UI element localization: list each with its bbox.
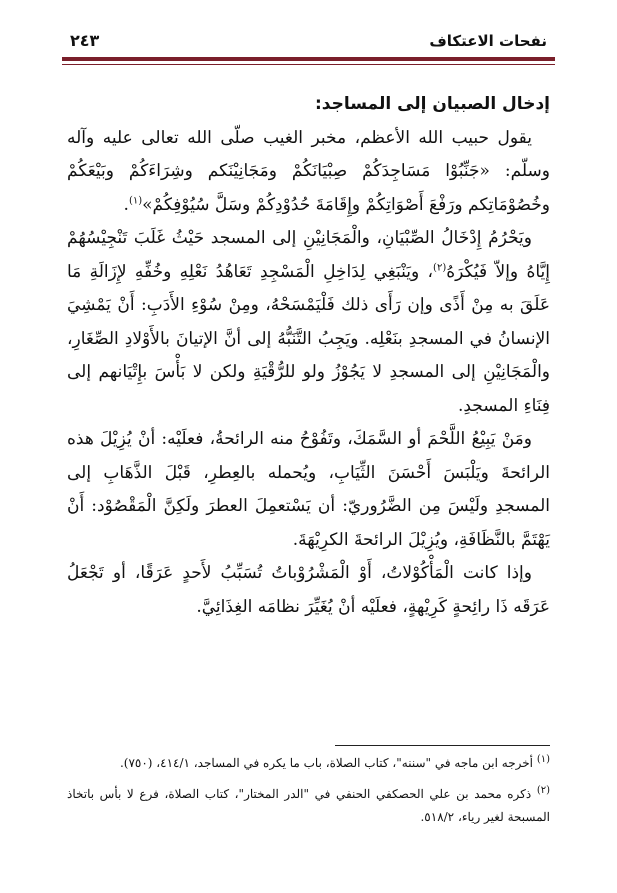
paragraph-4: وإذا كانت الْمَأْكُوْلاتُ، أَوْ الْمَشْرُوْباتُ تُسَبِّبُ لأَحدٍ عَرَقًا، أو تَجْعَلُ عَرَقَه ذَا رائِحةٍ كَرِيْهةٍ، فعلَيْه أنْ يُغَيِّرَ نظامَه الغِذَائِيَّ. bbox=[67, 563, 550, 617]
book-title: نفحات الاعتكاف bbox=[429, 32, 547, 50]
footnote-ref-1: (١) bbox=[128, 194, 143, 206]
running-header bbox=[70, 22, 547, 50]
paragraph-tail: . bbox=[123, 194, 129, 215]
footnotes bbox=[67, 752, 550, 837]
paragraph-2 bbox=[67, 222, 550, 423]
paragraph-text: ويَحْرُمُ إِدْخَالُ الصِّبْيَانِ، والْمَجَانِيْنِ إلى المسجد حَيْثُ غَلَبَ تَنْجِيْسُهُمْ إِيَّاهُ وإلاّ فَيُكْرَهُ bbox=[67, 228, 550, 282]
footnote-ref-2: (٢) bbox=[433, 261, 447, 273]
paragraph-1 bbox=[67, 122, 550, 223]
paragraph-tail: ، ويَنْبَغِي لِدَاخِلِ الْمَسْجِدِ تَعَاهُدُ نَعْلِهِ وخُفِّهِ لإِزَالَةِ مَا عَلَقَ به مِنْ أَذًى وإن رَأَى ذلك فَلْيَمْسَحْهُ، ومِنْ سُوْءِ الأَدَبِ: أَنْ يَمْشِيَ الإنسانُ في المسجدِ بنَعْلِه. ويَجِبُ التَّنَبُّهُ إلى أنَّ الإتيانَ بالأَوْلادِ الصِّغَارِ، والْمَجَانِيْنِ إلى المسجدِ لا يَجُوْزُ ولو للرُّقْيَةِ ولكن لا بَأْسَ بإِتْيَانهم إلى فِنَاءِ المسجدِ. bbox=[67, 261, 550, 416]
section-title: إدخال الصبيان إلى المساجد: bbox=[315, 94, 550, 114]
footnote-2 bbox=[67, 783, 550, 829]
footnote-separator bbox=[335, 745, 550, 746]
footnote-mark: (٢) bbox=[536, 785, 550, 796]
paragraph-text: يقول حبيب الله الأعظم، مخبر الغيب صلّى الله تعالى عليه وآله وسلّم: «جَنِّبُوْا مَسَاجِدَكُمْ صِبْيَانَكُمْ ومَجَانِيْنَكم وشِرَاءَكُمْ وبَيْعَكُمْ وخُصُوْمَاتِكم ورَفْعَ أَصْوَاتِكُمْ وإِقَامَةَ حُدُوْدِكُمْ وسَلَّ سُيُوْفِكُمْ» bbox=[67, 127, 550, 215]
footnote-text: أخرجه ابن ماجه في "سننه"، كتاب الصلاة، باب ما يكره في المساجد، ٤١٤/١، (٧٥٠). bbox=[119, 756, 533, 770]
header-rule-thick bbox=[62, 57, 555, 61]
footnote-text: ذكره محمد بن علي الحصكفي الحنفي في "الدر المختار"، كتاب الصلاة، فرع لا بأس باتخاذ المسبحة لغير رياء، ٥١٨/٢. bbox=[67, 787, 550, 824]
body-text bbox=[67, 88, 550, 624]
paragraph-3: ومَنْ يَبِيْعُ اللَّحْمَ أو السَّمَكَ، وتَفُوْحُ منه الرائحةُ، فعلَيْه: أنْ يُزِيْلَ هذه الرائحةَ ويَلْبَسَ أَحْسَنَ الثِّيَابِ، ويُحمله بالعِطرِ، قَبْلَ الذَّهَابِ إلى المسجدِ ولَيْسَ مِن الضَّرُوريّ: أن يَسْتعمِلَ العطرَ ولَكِنَّ الْمَقْصُوْد: أَنْ يَهْتَمَّ بالنَّظَافَةِ، ويُزِيْلَ الرائحةَ الكرِيْهَةَ. bbox=[67, 429, 550, 550]
footnote-1 bbox=[67, 752, 550, 775]
header-rule-thin bbox=[62, 64, 555, 65]
footnote-mark: (١) bbox=[536, 754, 550, 765]
page-number: ٢٤٣ bbox=[70, 31, 100, 50]
